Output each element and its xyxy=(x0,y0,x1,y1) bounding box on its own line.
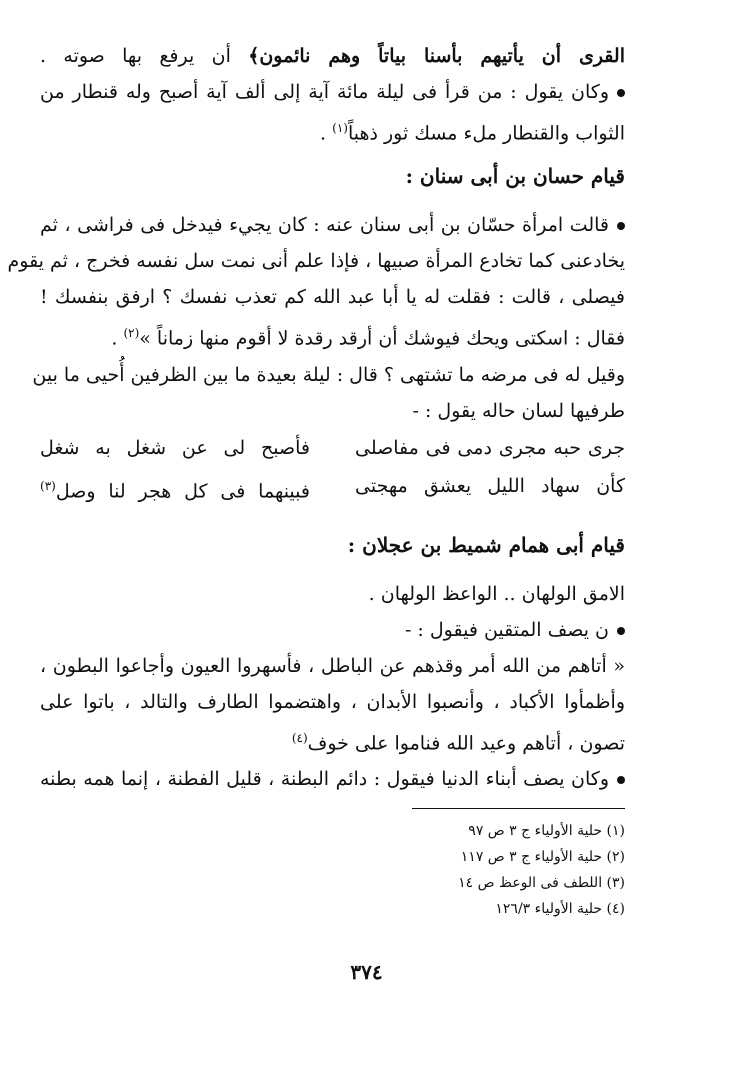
paragraph-line: فيصلى ، قالت : فقلت له يا أبا عبد الله كم تعذب نفسك ؟ ارفق بنفسك ! xyxy=(40,286,625,309)
verse-second-hemistich: فأصبح لى عن شغل به شغل xyxy=(40,436,310,459)
text-span: تصون ، أتاهم وعيد الله فناموا على خوف xyxy=(307,732,625,755)
poem-verse xyxy=(40,429,625,467)
footnote-item: (٢) حلية الأولياء ج ٣ ص ١١٧ xyxy=(460,849,625,865)
footnote-item: (٤) حلية الأولياء ١٢٦/٣ xyxy=(495,901,625,917)
section-heading: قيام أبى همام شميط بن عجلان : xyxy=(347,532,625,557)
text-span: قالت امرأة حسّان بن أبى سنان عنه : كان يجيء فيدخل فى فراشى ، ثم xyxy=(40,214,609,237)
bullet-icon xyxy=(617,89,625,97)
footnote-ref: (٢) xyxy=(123,326,140,341)
verse-first-hemistich: جرى حبه مجرى دمى فى مفاصلى xyxy=(355,436,625,459)
text-span: . xyxy=(320,122,333,145)
verse-first-hemistich: كأن سهاد الليل يعشق مهجتى xyxy=(355,474,625,497)
paragraph-line: « أتاهم من الله أمر وقذهم عن الباطل ، فأسهروا العيون وأجاعوا البطون ، xyxy=(40,654,625,677)
paragraph-line xyxy=(40,612,625,648)
footnote-ref: (٤) xyxy=(291,730,308,745)
text-span: فقال : اسكتى ويحك فيوشك أن أرقد رقدة لا أقوم منها زماناً » xyxy=(139,327,625,350)
paragraph-line xyxy=(40,761,625,797)
footnote-ref: (٣) xyxy=(40,478,56,493)
paragraph-line: وقيل له فى مرضه ما تشتهى ؟ قال : ليلة بعيدة ما بين الظرفين أُحيى ما بين xyxy=(32,363,625,386)
quran-quote: القرى أن يأتيهم بأسنا بياتاً وهم نائمون﴾ xyxy=(248,45,625,67)
section-heading: قيام حسان بن أبى سنان : xyxy=(405,164,625,189)
text-span: وكان يقول : من قرأ فى ليلة مائة آية إلى ألف آية أصبح وله قنطار من xyxy=(40,81,609,103)
text-span: فبينهما فى كل هجر لنا وصل xyxy=(55,479,310,502)
paragraph-line xyxy=(40,207,625,243)
paragraph-line xyxy=(40,110,625,151)
text-span: أن يرفع بها صوته . xyxy=(40,45,249,67)
bullet-icon xyxy=(617,222,625,230)
paragraph-line: وأظمأوا الأكباد ، وأنصبوا الأبدان ، واهتضموا الطارف والتالد ، باتوا على xyxy=(40,690,625,713)
paragraph-line: يخادعنى كما تخادع المرأة صبيها ، فإذا علم أنى نمت سل نفسه فخرج ، ثم يقوم xyxy=(7,250,625,273)
text-span: ن يصف المتقين فيقول : - xyxy=(404,618,609,641)
bullet-icon xyxy=(617,776,625,784)
paragraph-line xyxy=(40,74,625,110)
footnotes xyxy=(458,818,625,922)
paragraph-line xyxy=(40,720,625,761)
footnote-ref: (١) xyxy=(332,121,348,135)
page-body xyxy=(7,38,625,797)
bullet-icon xyxy=(617,627,625,635)
paragraph-line: طرفيها لسان حاله يقول : - xyxy=(412,399,625,422)
paragraph-line xyxy=(40,38,625,74)
paragraph-line xyxy=(40,315,625,356)
poem-verse xyxy=(40,467,625,510)
paragraph-line: الامق الولهان .. الواعظ الولهان . xyxy=(368,582,625,605)
page-number: ٣٧٤ xyxy=(350,960,383,984)
footnote-divider xyxy=(412,808,625,809)
footnote-item: (١) حلية الأولياء ج ٣ ص ٩٧ xyxy=(468,823,625,839)
footnote-item: (٣) اللطف فى الوعظ ص ١٤ xyxy=(458,875,625,891)
text-span: الثواب والقنطار ملء مسك ثور ذهباً xyxy=(347,122,625,145)
verse-second-hemistich xyxy=(40,467,310,510)
text-span: وكان يصف أبناء الدنيا فيقول : دائم البطنة ، قليل الفطنة ، إنما همه بطنه xyxy=(40,768,609,791)
text-span: . xyxy=(111,327,124,350)
